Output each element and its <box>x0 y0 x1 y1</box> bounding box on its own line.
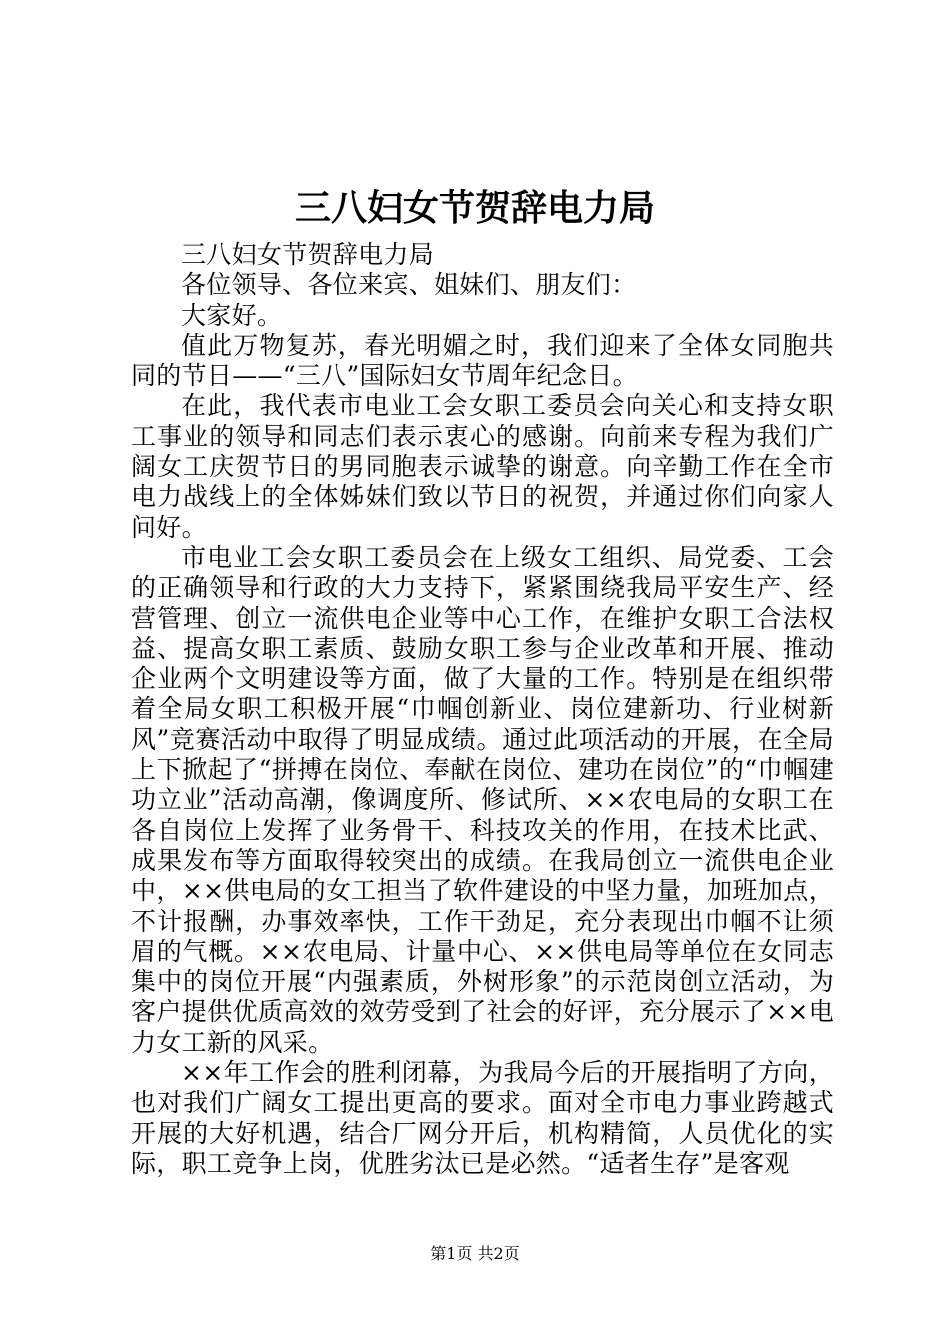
paragraph-greeting: 大家好。 <box>181 300 283 330</box>
document-title: 三八妇女节贺辞电力局 <box>294 187 655 229</box>
paragraph-subtitle: 三八妇女节贺辞电力局 <box>181 240 435 269</box>
page-footer: 第1页 共2页 <box>430 1244 520 1263</box>
paragraph-salutation: 各位领导、各位来宾、姐妹们、朋友们： <box>181 270 637 300</box>
paragraph-thanks: 在此，我代表市电业工会女职工委员会向关心和支持女职工事业的领导和同志们表示衷心的感谢。向前来专程为我们广阔女工庆贺节日的男同胞表示诚挚的谢意。向辛勤工作在全市电力战线上的全体姊妹们致以节日的祝贺，并通过你们向家人问好。 <box>131 391 834 542</box>
paragraph-achievements: 市电业工会女职工委员会在上级女工组织、局党委、工会的正确领导和行政的大力支持下，紧紧围绕我局平安生产、经营管理、创立一流供电企业等中心工作，在维护女职工合法权益、提高女职工素质、鼓励女职工参与企业改革和开展、推动企业两个文明建设等方面，做了大量的工作。特别是在组织带着全局女职工积极开展“巾帼创新业、岗位建新功、行业树新风”竞赛活动中取得了明显成绩。通过此项活动的开展，在全局上下掀起了“拼搏在岗位、奉献在岗位、建功在岗位”的“巾帼建功立业”活动高潮，像调度所、修试所、××农电局的女职工在各自岗位上发挥了业务骨干、科技攻关的作用，在技术比武、成果发布等方面取得较突出的成绩。在我局创立一流供电企业中，××供电局的女工担当了软件建设的中坚力量，加班加点，不计报酬，办事效率快，工作干劲足，充分表现出巾帼不让须眉的气概。××农电局、计量中心、××供电局等单位在女同志集中的岗位开展“内强素质，外树形象”的示范岗创立活动，为客户提供优质高效的效劳受到了社会的好评，充分展示了××电力女工新的风采。 <box>131 542 834 1057</box>
document-body <box>131 240 834 1179</box>
paragraph-opening: 值此万物复苏，春光明媚之时，我们迎来了全体女同胞共同的节日——“三八”国际妇女节周年纪念日。 <box>131 330 834 391</box>
paragraph-outlook: ××年工作会的胜利闭幕，为我局今后的开展指明了方向，也对我们广阔女工提出更高的要求。面对全市电力事业跨越式开展的大好机遇，结合厂网分开后，机构精简，人员优化的实际，职工竞争上岗，优胜劣汰已是必然。“适者生存”是客观 <box>131 1058 834 1178</box>
